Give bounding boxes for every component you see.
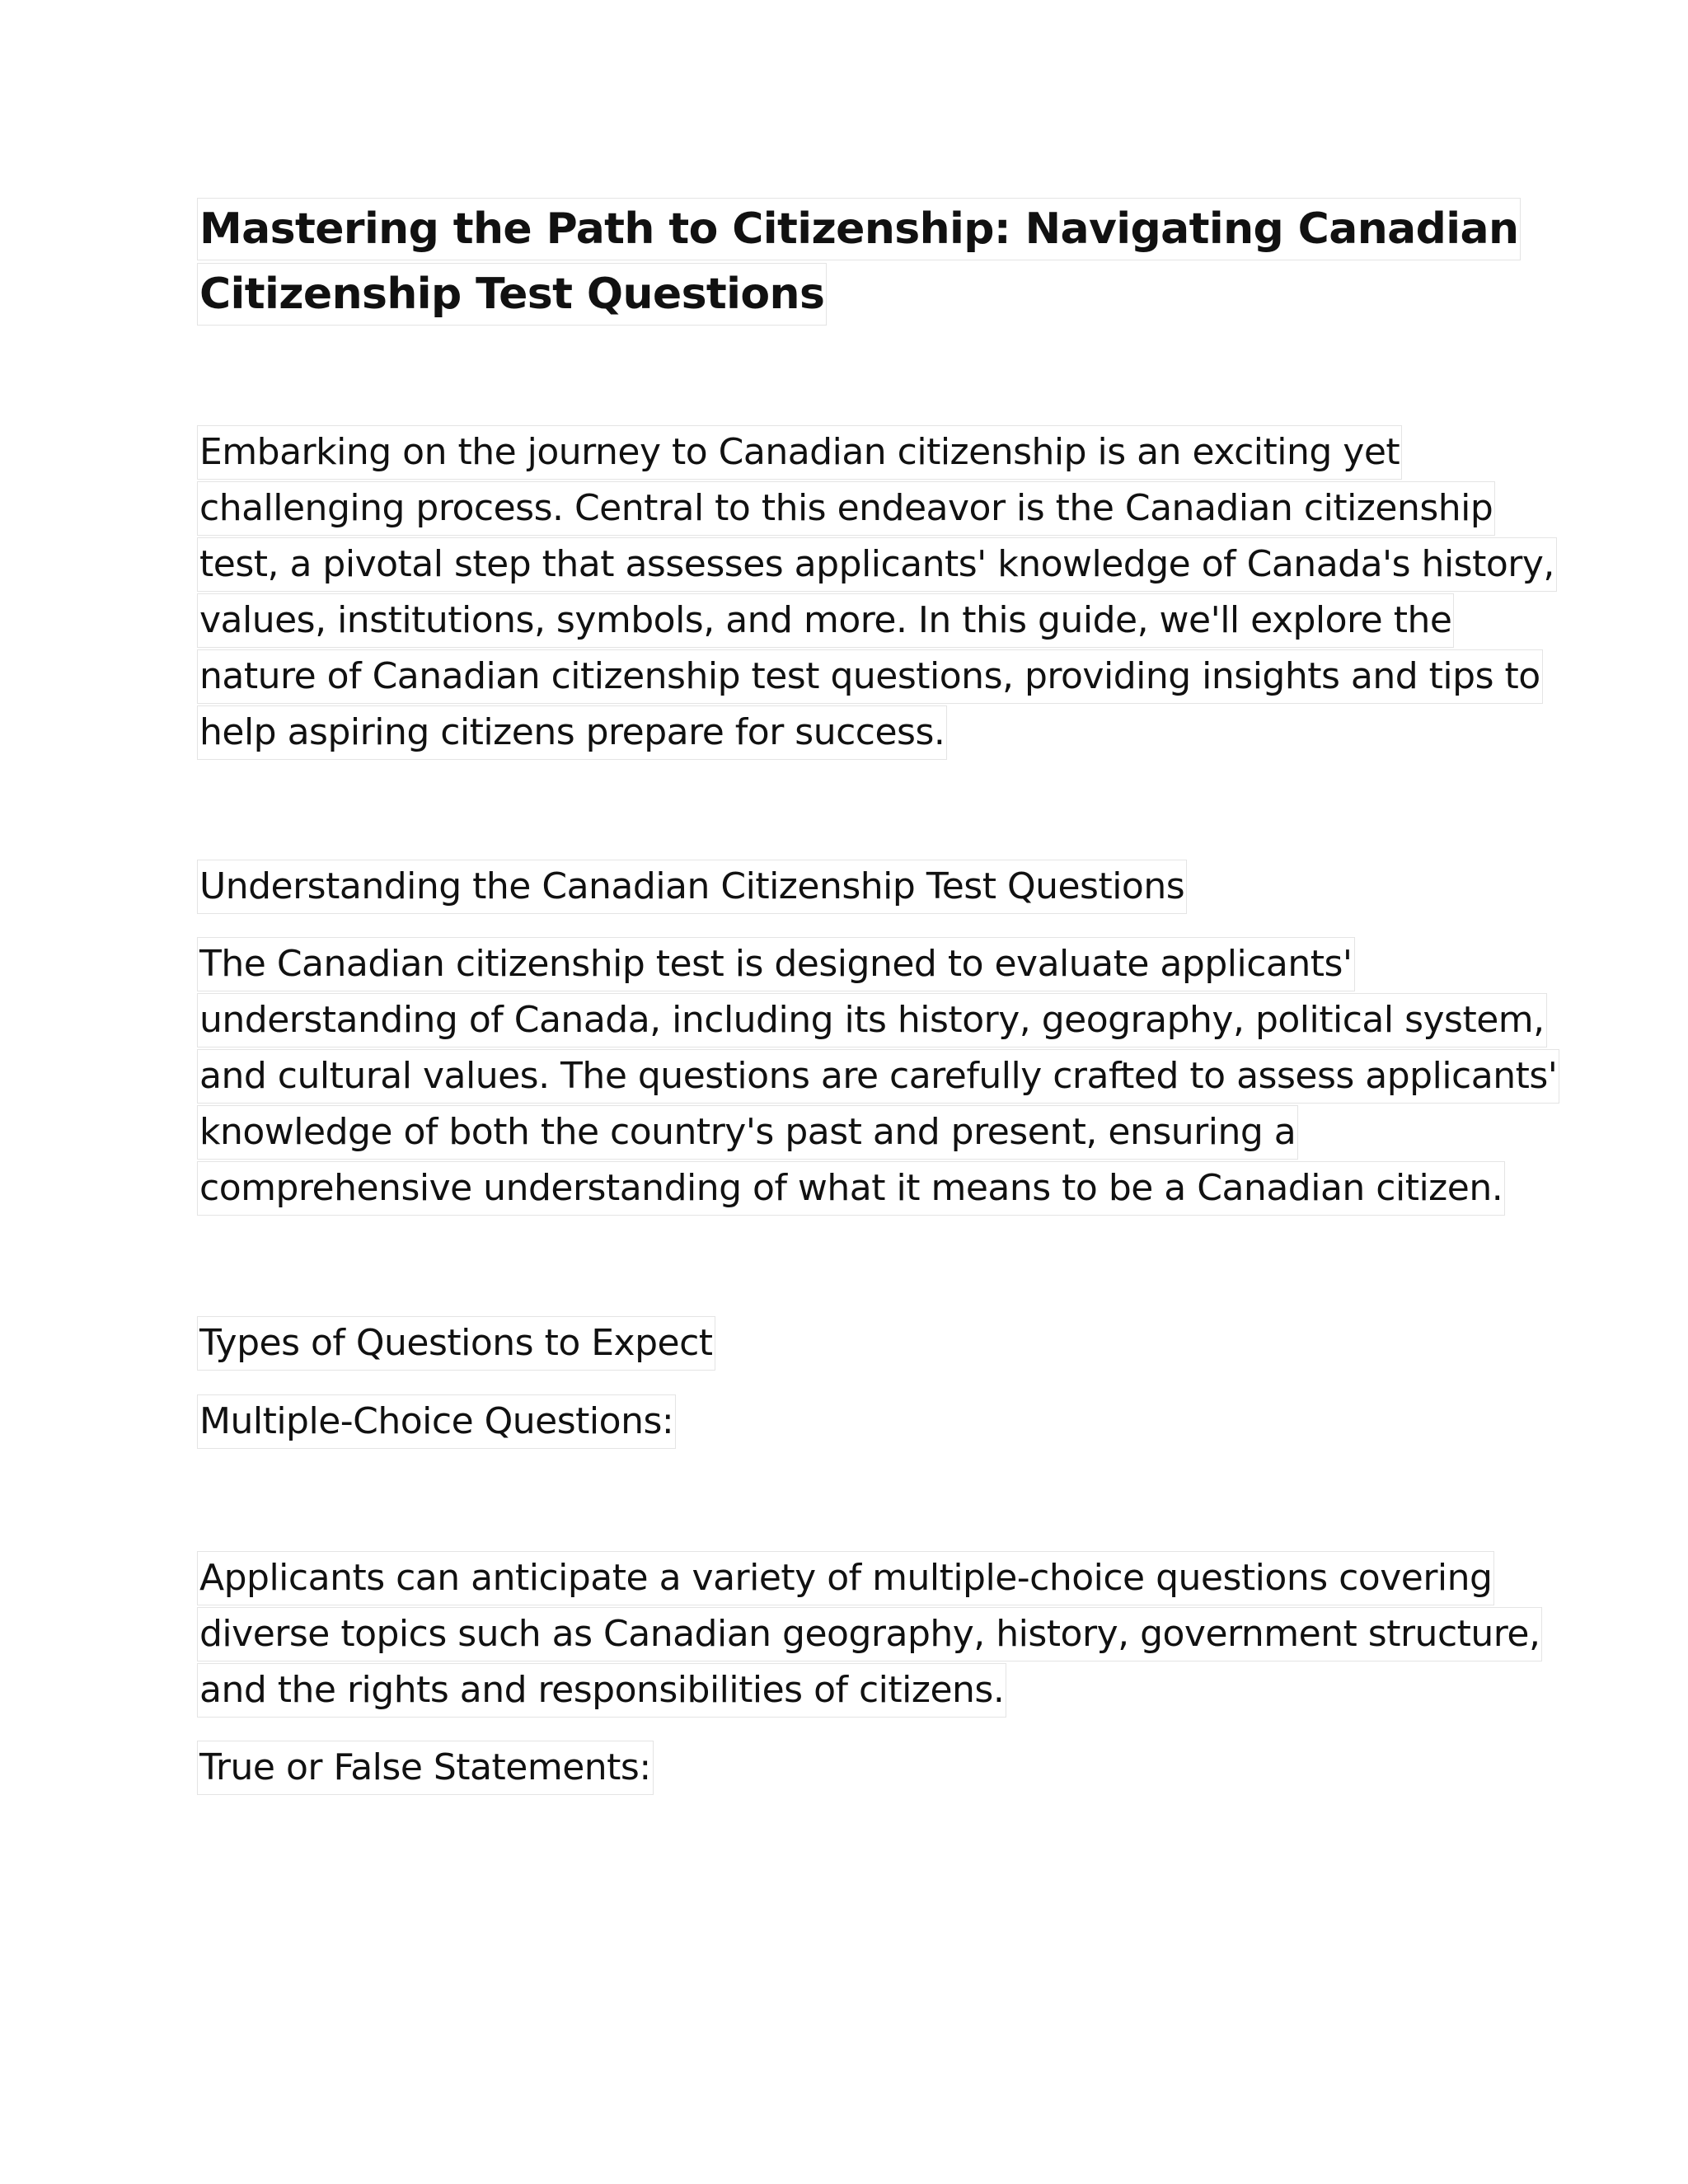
section2-paragraph-line-3: and the rights and responsibilities of citizens.	[198, 1664, 1006, 1717]
section1-paragraph-line-2: understanding of Canada, including its history, geography, political system,	[198, 994, 1546, 1047]
intro-paragraph-line-3: test, a pivotal step that assesses applicants' knowledge of Canada's history,	[198, 538, 1556, 591]
section-heading-types-of-questions: Types of Questions to Expect	[198, 1317, 715, 1370]
section1-paragraph-line-5: comprehensive understanding of what it means to be a Canadian citizen.	[198, 1162, 1504, 1215]
intro-paragraph-line-5: nature of Canadian citizenship test questions, providing insights and tips to	[198, 650, 1542, 703]
section2-paragraph-line-1: Applicants can anticipate a variety of multiple-choice questions covering	[198, 1552, 1493, 1605]
intro-paragraph-line-1: Embarking on the journey to Canadian citizenship is an exciting yet	[198, 426, 1401, 479]
section1-paragraph-line-4: knowledge of both the country's past and present, ensuring a	[198, 1106, 1297, 1159]
subheading-true-or-false: True or False Statements:	[198, 1741, 653, 1794]
subheading-multiple-choice: Multiple-Choice Questions:	[198, 1395, 675, 1448]
section2-paragraph-line-2: diverse topics such as Canadian geography, history, government structure,	[198, 1608, 1541, 1661]
intro-paragraph-line-4: values, institutions, symbols, and more. In this guide, we'll explore the	[198, 594, 1453, 647]
intro-paragraph-line-2: challenging process. Central to this endeavor is the Canadian citizenship	[198, 482, 1494, 535]
document-title-line-1: Mastering the Path to Citizenship: Navigating Canadian	[198, 199, 1520, 260]
document-title-line-2: Citizenship Test Questions	[198, 264, 826, 325]
section-heading-understanding: Understanding the Canadian Citizenship Test Questions	[198, 860, 1186, 913]
intro-paragraph-line-6: help aspiring citizens prepare for success.	[198, 706, 946, 759]
section1-paragraph-line-3: and cultural values. The questions are carefully crafted to assess applicants'	[198, 1050, 1559, 1103]
section1-paragraph-line-1: The Canadian citizenship test is designed to evaluate applicants'	[198, 938, 1354, 991]
